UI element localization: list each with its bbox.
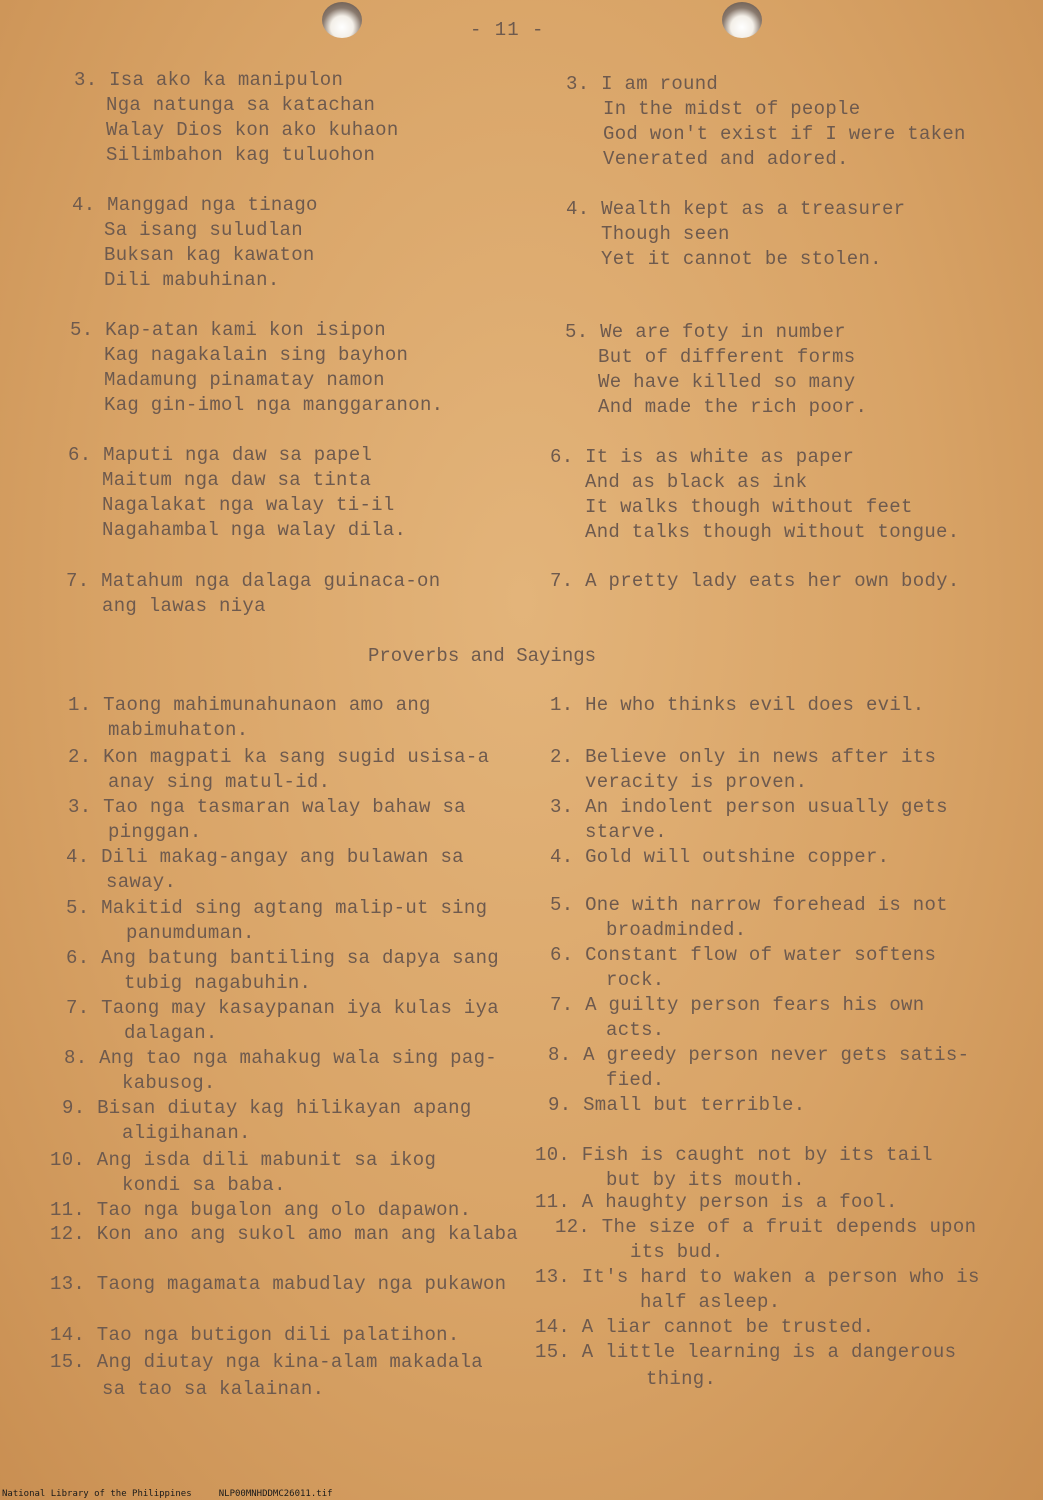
proverb-9-native-line-1: 9. Bisan diutay kag hilikayan apang — [62, 1097, 472, 1119]
riddle-4-english-line-3: Yet it cannot be stolen. — [601, 248, 882, 270]
riddle-6-native-line-2: Maitum nga daw sa tinta — [102, 469, 372, 491]
proverb-9-native-line-2: aligihanan. — [122, 1122, 251, 1144]
proverb-3-english-line-2: starve. — [585, 821, 667, 843]
proverb-7-native-line-2: dalagan. — [124, 1022, 218, 1044]
proverb-5-native-line-2: panumduman. — [126, 922, 255, 944]
riddle-4-native-line-4: Dili mabuhinan. — [104, 269, 280, 291]
riddle-5-english-line-1: 5. We are foty in number — [565, 321, 846, 343]
riddle-3-english-line-1: 3. I am round — [566, 73, 719, 95]
proverb-10-english-line-1: 10. Fish is caught not by its tail — [535, 1144, 933, 1166]
proverb-3-english-line-1: 3. An indolent person usually gets — [550, 796, 948, 818]
proverb-8-native-line-1: 8. Ang tao nga mahakug wala sing pag- — [64, 1047, 497, 1069]
riddle-6-english-line-4: And talks though without tongue. — [585, 521, 960, 543]
riddle-5-native-line-1: 5. Kap-atan kami kon isipon — [70, 319, 386, 341]
proverb-4-english-line-1: 4. Gold will outshine copper. — [550, 846, 890, 868]
riddle-4-native-line-2: Sa isang suludlan — [104, 219, 303, 241]
proverb-8-english-line-1: 8. A greedy person never gets satis- — [548, 1044, 970, 1066]
page-number: - 11 - — [470, 19, 545, 41]
proverb-2-native-line-2: anay sing matul-id. — [108, 771, 331, 793]
proverb-14-native-line-1: 14. Tao nga butigon dili palatihon. — [50, 1324, 460, 1346]
riddle-3-english-line-3: God won't exist if I were taken — [603, 123, 966, 145]
proverb-2-native-line-1: 2. Kon magpati ka sang sugid usisa-a — [68, 746, 490, 768]
proverb-13-english-line-1: 13. It's hard to waken a person who is — [535, 1266, 980, 1288]
proverb-15-english-line-2: thing. — [646, 1368, 717, 1390]
proverb-1-english-line-1: 1. He who thinks evil does evil. — [550, 694, 925, 716]
riddle-3-english-line-2: In the midst of people — [603, 98, 861, 120]
proverb-2-english-line-1: 2. Believe only in news after its — [550, 746, 937, 768]
riddle-4-english-line-1: 4. Wealth kept as a treasurer — [566, 198, 906, 220]
proverb-5-english-line-2: broadminded. — [606, 919, 747, 941]
proverb-11-native-line-1: 11. Tao nga bugalon ang olo dapawon. — [50, 1199, 472, 1221]
proverb-12-english-line-1: 12. The size of a fruit depends upon — [555, 1216, 977, 1238]
proverb-4-native-line-1: 4. Dili makag-angay ang bulawan sa — [66, 846, 464, 868]
section-title: Proverbs and Sayings — [368, 645, 597, 667]
proverb-3-native-line-2: pinggan. — [108, 821, 202, 843]
proverb-14-english-line-1: 14. A liar cannot be trusted. — [535, 1316, 875, 1338]
proverb-3-native-line-1: 3. Tao nga tasmaran walay bahaw sa — [68, 796, 466, 818]
proverb-5-native-line-1: 5. Makitid sing agtang malip-ut sing — [66, 897, 488, 919]
riddle-7-english-line-1: 7. A pretty lady eats her own body. — [550, 570, 960, 592]
proverb-8-native-line-2: kabusog. — [122, 1072, 216, 1094]
riddle-4-native-line-1: 4. Manggad nga tinago — [72, 194, 318, 216]
proverb-1-native-line-2: mabimuhaton. — [108, 719, 249, 741]
proverb-8-english-line-2: fied. — [606, 1069, 665, 1091]
punch-hole-left — [322, 2, 362, 38]
riddle-6-native-line-4: Nagahambal nga walay dila. — [102, 519, 407, 541]
riddle-3-english-line-4: Venerated and adored. — [603, 148, 849, 170]
riddle-6-native-line-1: 6. Maputi nga daw sa papel — [68, 444, 373, 466]
proverb-1-native-line-1: 1. Taong mahimunahunaon amo ang — [68, 694, 431, 716]
proverb-5-english-line-1: 5. One with narrow forehead is not — [550, 894, 948, 916]
proverb-7-native-line-1: 7. Taong may kasaypanan iya kulas iya — [66, 997, 499, 1019]
proverb-15-english-line-1: 15. A little learning is a dangerous — [535, 1341, 957, 1363]
riddle-3-native-line-1: 3. Isa ako ka manipulon — [74, 69, 344, 91]
proverb-7-english-line-1: 7. A guilty person fears his own — [550, 994, 925, 1016]
proverb-12-native-line-1: 12. Kon ano ang sukol amo man ang kalaba — [50, 1223, 519, 1245]
riddle-6-native-line-3: Nagalakat nga walay ti-il — [102, 494, 395, 516]
proverb-6-native-line-2: tubig nagabuhin. — [124, 972, 312, 994]
proverb-2-english-line-2: veracity is proven. — [585, 771, 808, 793]
riddle-6-english-line-2: And as black as ink — [585, 471, 808, 493]
proverb-15-native-line-2: sa tao sa kalainan. — [102, 1378, 325, 1400]
proverb-12-english-line-2: its bud. — [630, 1241, 724, 1263]
proverb-11-english-line-1: 11. A haughty person is a fool. — [535, 1191, 898, 1213]
riddle-3-native-line-3: Walay Dios kon ako kuhaon — [106, 119, 399, 141]
punch-hole-right — [722, 2, 762, 38]
riddle-4-english-line-2: Though seen — [601, 223, 730, 245]
riddle-5-english-line-3: We have killed so many — [598, 371, 856, 393]
riddle-4-native-line-3: Buksan kag kawaton — [104, 244, 315, 266]
footer-caption: National Library of the Philippines NLP00MNHDDMC26011.tif — [2, 1489, 333, 1499]
proverb-6-native-line-1: 6. Ang batung bantiling sa dapya sang — [66, 947, 499, 969]
riddle-5-native-line-3: Madamung pinamatay namon — [104, 369, 385, 391]
riddle-5-native-line-4: Kag gin-imol nga manggaranon. — [104, 394, 444, 416]
riddle-5-english-line-4: And made the rich poor. — [598, 396, 868, 418]
riddle-7-native-line-1: 7. Matahum nga dalaga guinaca-on — [66, 570, 441, 592]
proverb-10-english-line-2: but by its mouth. — [606, 1169, 805, 1191]
riddle-3-native-line-2: Nga natunga sa katachan — [106, 94, 376, 116]
proverb-7-english-line-2: acts. — [606, 1019, 665, 1041]
proverb-6-english-line-1: 6. Constant flow of water softens — [550, 944, 937, 966]
riddle-3-native-line-4: Silimbahon kag tuluohon — [106, 144, 376, 166]
riddle-6-english-line-3: It walks though without feet — [585, 496, 913, 518]
proverb-6-english-line-2: rock. — [606, 969, 665, 991]
proverb-10-native-line-2: kondi sa baba. — [122, 1174, 286, 1196]
riddle-6-english-line-1: 6. It is as white as paper — [550, 446, 855, 468]
proverb-10-native-line-1: 10. Ang isda dili mabunit sa ikog — [50, 1149, 437, 1171]
proverb-4-native-line-2: saway. — [106, 871, 177, 893]
proverb-13-native-line-1: 13. Taong magamata mabudlay nga pukawon — [50, 1273, 507, 1295]
proverb-9-english-line-1: 9. Small but terrible. — [548, 1094, 806, 1116]
proverb-15-native-line-1: 15. Ang diutay nga kina-alam makadala — [50, 1351, 483, 1373]
riddle-5-english-line-2: But of different forms — [598, 346, 856, 368]
riddle-5-native-line-2: Kag nagakalain sing bayhon — [104, 344, 409, 366]
riddle-7-native-line-2: ang lawas niya — [102, 595, 266, 617]
proverb-13-english-line-2: half asleep. — [640, 1291, 781, 1313]
